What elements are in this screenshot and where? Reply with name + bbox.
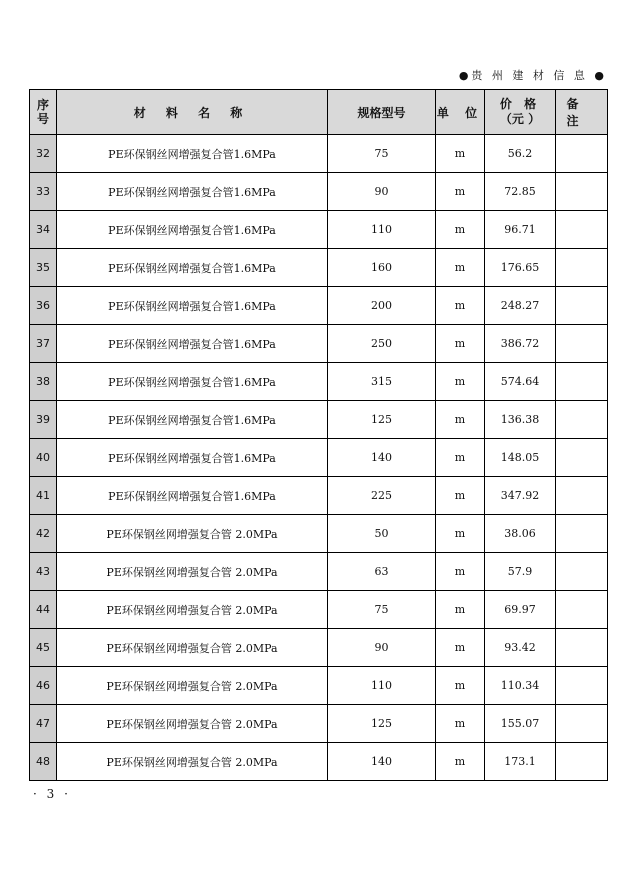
header-seq-line2: 号	[36, 112, 49, 126]
cell-seq: 44	[30, 591, 57, 629]
cell-price: 347.92	[485, 477, 556, 515]
cell-note	[556, 477, 608, 515]
cell-seq: 47	[30, 705, 57, 743]
table-row	[30, 211, 608, 249]
cell-note	[556, 515, 608, 553]
cell-price: 96.71	[485, 211, 556, 249]
cell-material-name: PE环保钢丝网增强复合管1.6MPa	[57, 249, 328, 287]
cell-material-name: PE环保钢丝网增强复合管1.6MPa	[57, 439, 328, 477]
cell-unit: m	[436, 515, 485, 553]
header-material-name: 材 料 名 称	[57, 90, 328, 135]
publication-header: ●贵 州 建 材 信 息 ●	[458, 69, 607, 82]
cell-note	[556, 439, 608, 477]
table-row	[30, 287, 608, 325]
table-row	[30, 553, 608, 591]
cell-material-name: PE环保钢丝网增强复合管 2.0MPa	[57, 629, 328, 667]
cell-material-name: PE环保钢丝网增强复合管1.6MPa	[57, 325, 328, 363]
cell-seq: 34	[30, 211, 57, 249]
cell-spec: 315	[328, 363, 436, 401]
table-row	[30, 401, 608, 439]
cell-spec: 200	[328, 287, 436, 325]
cell-seq: 43	[30, 553, 57, 591]
cell-unit: m	[436, 629, 485, 667]
cell-unit: m	[436, 173, 485, 211]
cell-seq: 45	[30, 629, 57, 667]
cell-unit: m	[436, 705, 485, 743]
cell-spec: 50	[328, 515, 436, 553]
table-row	[30, 667, 608, 705]
cell-spec: 90	[328, 173, 436, 211]
cell-note	[556, 287, 608, 325]
cell-price: 386.72	[485, 325, 556, 363]
cell-price: 72.85	[485, 173, 556, 211]
cell-unit: m	[436, 401, 485, 439]
header-note: 备 注	[556, 90, 608, 135]
cell-spec: 125	[328, 401, 436, 439]
cell-note	[556, 743, 608, 781]
header-unit: 单 位	[436, 90, 485, 135]
cell-spec: 140	[328, 439, 436, 477]
materials-price-table	[29, 89, 608, 781]
cell-material-name: PE环保钢丝网增强复合管1.6MPa	[57, 135, 328, 173]
cell-seq: 37	[30, 325, 57, 363]
cell-seq: 32	[30, 135, 57, 173]
cell-seq: 39	[30, 401, 57, 439]
cell-unit: m	[436, 135, 485, 173]
cell-spec: 225	[328, 477, 436, 515]
cell-unit: m	[436, 363, 485, 401]
table-row	[30, 363, 608, 401]
table-row	[30, 629, 608, 667]
cell-material-name: PE环保钢丝网增强复合管 2.0MPa	[57, 591, 328, 629]
cell-price: 38.06	[485, 515, 556, 553]
cell-unit: m	[436, 439, 485, 477]
table-row	[30, 135, 608, 173]
table-row	[30, 249, 608, 287]
header-seq	[30, 90, 57, 135]
cell-price: 176.65	[485, 249, 556, 287]
cell-unit: m	[436, 211, 485, 249]
page-number: · 3 ·	[33, 787, 71, 801]
cell-note	[556, 135, 608, 173]
cell-unit: m	[436, 553, 485, 591]
cell-price: 173.1	[485, 743, 556, 781]
cell-price: 248.27	[485, 287, 556, 325]
cell-unit: m	[436, 249, 485, 287]
table-row	[30, 705, 608, 743]
table-row	[30, 591, 608, 629]
cell-material-name: PE环保钢丝网增强复合管 2.0MPa	[57, 515, 328, 553]
table-header-row	[30, 90, 608, 135]
cell-unit: m	[436, 743, 485, 781]
cell-price: 574.64	[485, 363, 556, 401]
cell-unit: m	[436, 477, 485, 515]
cell-material-name: PE环保钢丝网增强复合管 2.0MPa	[57, 667, 328, 705]
table-body	[30, 135, 608, 781]
cell-spec: 160	[328, 249, 436, 287]
cell-spec: 75	[328, 135, 436, 173]
cell-note	[556, 249, 608, 287]
cell-spec: 110	[328, 667, 436, 705]
cell-material-name: PE环保钢丝网增强复合管1.6MPa	[57, 173, 328, 211]
cell-price: 56.2	[485, 135, 556, 173]
cell-spec: 63	[328, 553, 436, 591]
cell-note	[556, 629, 608, 667]
cell-material-name: PE环保钢丝网增强复合管1.6MPa	[57, 363, 328, 401]
cell-material-name: PE环保钢丝网增强复合管 2.0MPa	[57, 705, 328, 743]
cell-material-name: PE环保钢丝网增强复合管1.6MPa	[57, 211, 328, 249]
cell-price: 148.05	[485, 439, 556, 477]
cell-price: 136.38	[485, 401, 556, 439]
cell-seq: 41	[30, 477, 57, 515]
cell-spec: 140	[328, 743, 436, 781]
header-spec: 规格型号	[328, 90, 436, 135]
cell-note	[556, 325, 608, 363]
table-row	[30, 477, 608, 515]
cell-unit: m	[436, 591, 485, 629]
table-row	[30, 515, 608, 553]
cell-price: 69.97	[485, 591, 556, 629]
cell-price: 155.07	[485, 705, 556, 743]
table-row	[30, 743, 608, 781]
cell-seq: 40	[30, 439, 57, 477]
cell-seq: 35	[30, 249, 57, 287]
cell-seq: 33	[30, 173, 57, 211]
cell-note	[556, 591, 608, 629]
cell-note	[556, 363, 608, 401]
cell-unit: m	[436, 287, 485, 325]
cell-note	[556, 211, 608, 249]
cell-material-name: PE环保钢丝网增强复合管 2.0MPa	[57, 553, 328, 591]
cell-seq: 36	[30, 287, 57, 325]
cell-unit: m	[436, 325, 485, 363]
table-row	[30, 325, 608, 363]
cell-seq: 48	[30, 743, 57, 781]
cell-material-name: PE环保钢丝网增强复合管1.6MPa	[57, 287, 328, 325]
cell-price: 110.34	[485, 667, 556, 705]
cell-spec: 125	[328, 705, 436, 743]
cell-spec: 110	[328, 211, 436, 249]
cell-seq: 38	[30, 363, 57, 401]
cell-note	[556, 705, 608, 743]
cell-seq: 46	[30, 667, 57, 705]
cell-unit: m	[436, 667, 485, 705]
cell-price: 57.9	[485, 553, 556, 591]
cell-note	[556, 553, 608, 591]
table-row	[30, 173, 608, 211]
cell-material-name: PE环保钢丝网增强复合管 2.0MPa	[57, 743, 328, 781]
cell-note	[556, 401, 608, 439]
cell-spec: 250	[328, 325, 436, 363]
cell-seq: 42	[30, 515, 57, 553]
header-seq-line1: 序	[36, 98, 49, 112]
cell-note	[556, 173, 608, 211]
cell-price: 93.42	[485, 629, 556, 667]
cell-material-name: PE环保钢丝网增强复合管1.6MPa	[57, 401, 328, 439]
header-price	[485, 90, 556, 135]
cell-note	[556, 667, 608, 705]
cell-spec: 75	[328, 591, 436, 629]
cell-spec: 90	[328, 629, 436, 667]
header-price-line1: 价 格	[499, 97, 541, 111]
table-row	[30, 439, 608, 477]
header-price-line2: （元 ）	[499, 112, 541, 126]
cell-material-name: PE环保钢丝网增强复合管1.6MPa	[57, 477, 328, 515]
